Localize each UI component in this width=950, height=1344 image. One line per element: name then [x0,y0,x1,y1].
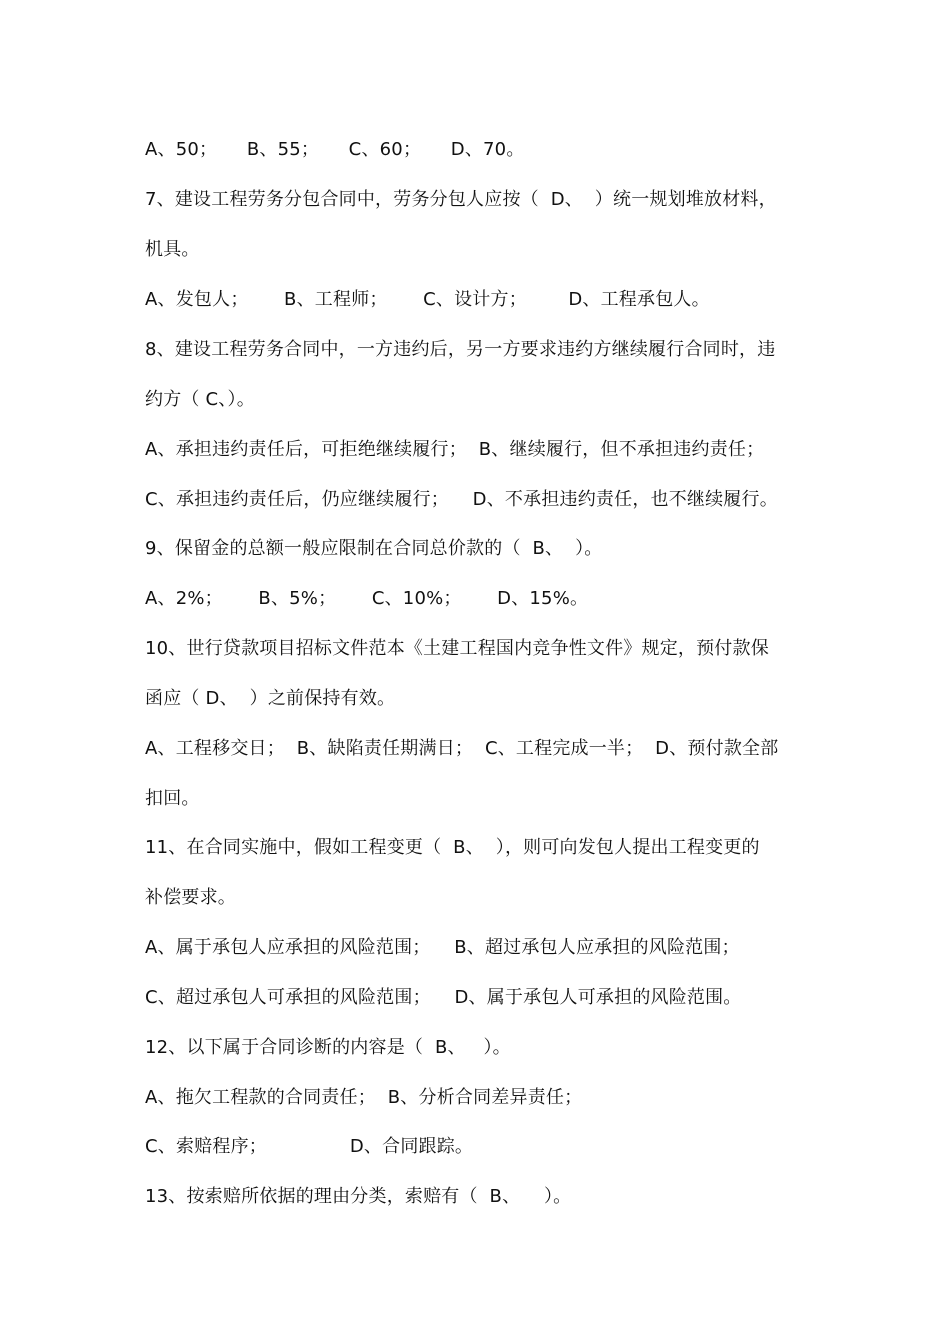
question-10-line-2: 函应（ D、 ）之前保持有效。 [145,688,396,709]
question-13: 13、按索赔所依据的理由分类，索赔有（ B、 ）。 [145,1186,572,1207]
answer-options-q6: A、50； B、55； C、60； D、70。 [145,139,525,160]
question-11-line-2: 补偿要求。 [145,887,236,908]
answer-options-q12-ab: A、拖欠工程款的合同责任； B、分析合同差异责任； [145,1087,583,1108]
question-10-line-1: 10、世行贷款项目招标文件范本《土建工程国内竞争性文件》规定，预付款保 [145,638,769,659]
question-7-line-1: 7、建设工程劳务分包合同中，劳务分包人应按（ D、 ）统一规划堆放材料， [145,189,777,210]
answer-options-q10-line-2: 扣回。 [145,788,200,809]
question-9: 9、保留金的总额一般应限制在合同总价款的（ B、 ）。 [145,538,603,559]
question-7-line-2: 机具。 [145,239,200,260]
answer-options-q8-cd: C、承担违约责任后，仍应继续履行； D、不承担违约责任，也不继续履行。 [145,489,778,510]
question-11-line-1: 11、在合同实施中，假如工程变更（ B、 ），则可向发包人提出工程变更的 [145,837,760,858]
question-8-line-2: 约方（ C、）。 [145,389,255,410]
question-8-line-1: 8、建设工程劳务合同中，一方违约后，另一方要求违约方继续履行合同时，违 [145,339,776,360]
answer-options-q7: A、发包人； B、工程师； C、设计方； D、工程承包人。 [145,289,710,310]
answer-options-q11-ab: A、属于承包人应承担的风险范围； B、超过承包人应承担的风险范围； [145,937,740,958]
answer-options-q10-line-1: A、工程移交日； B、缺陷责任期满日； C、工程完成一半； D、预付款全部 [145,738,779,759]
answer-options-q12-cd: C、索赔程序； D、合同跟踪。 [145,1136,474,1157]
answer-options-q8-ab: A、承担违约责任后，可拒绝继续履行； B、继续履行，但不承担违约责任； [145,439,765,460]
question-12: 12、以下属于合同诊断的内容是（ B、 ）。 [145,1037,511,1058]
answer-options-q9: A、2%； B、5%； C、10%； D、15%。 [145,588,589,609]
answer-options-q11-cd: C、超过承包人可承担的风险范围； D、属于承包人可承担的风险范围。 [145,987,742,1008]
